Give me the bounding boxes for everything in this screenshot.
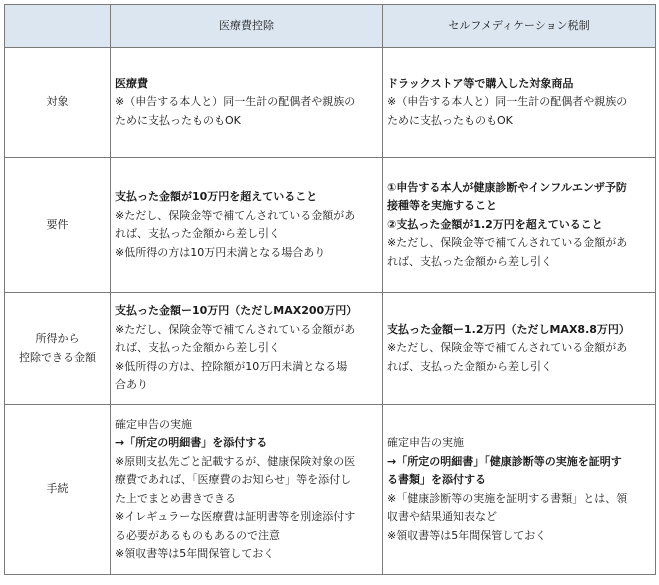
cell-line: ※低所得の方は10万円未満となる場合あり	[115, 245, 326, 259]
cell-line: 収書や結果通知表など	[387, 510, 497, 523]
cell-line: 支払った金額が10万円を超えていること	[115, 190, 318, 203]
cell-line: れば、支払った金額から差し引く	[115, 341, 280, 355]
cell-line: 確定申告の実施	[115, 417, 192, 431]
row-label-target	[5, 48, 111, 158]
cell-line: ※ただし、保険金等で補てんされている金額があ	[115, 208, 356, 222]
cell-line: ※領収書等は5年間保管しておく	[387, 528, 547, 542]
header-row	[5, 5, 656, 48]
cell-requirements-medical	[111, 158, 383, 293]
cell-line: 療費であれば、「医療費のお知らせ」等を添付し	[115, 473, 352, 486]
cell-line: ※原則支払先ごと記載するが、健康保険対象の医	[115, 454, 356, 468]
cell-line: ※（申告する本人と）同一生計の配偶者や親族の	[387, 95, 628, 109]
cell-line: ために支払ったものもOK	[115, 113, 241, 127]
row-label-procedure	[5, 405, 111, 575]
cell-line: 支払った金額ー1.2万円（ただしMAX8.8万円）	[387, 322, 630, 336]
cell-line: 確定申告の実施	[387, 436, 464, 449]
cell-line: ※領収書等は5年間保管しておく	[115, 547, 275, 560]
row-label-text: 所得から	[35, 332, 80, 345]
cell-line: ※「健康診断等の実施を証明する書類」とは、領	[387, 491, 628, 505]
cell-amount-medical	[111, 293, 383, 405]
cell-line: ※ただし、保険金等で補てんされている金額があ	[387, 341, 628, 355]
cell-line: る書類」を添付する	[387, 473, 486, 486]
cell-line: ※ただし、保険金等で補てんされている金額があ	[115, 322, 356, 336]
cell-line: ※イレギュラーな医療費は証明書等を別途添付す	[115, 510, 356, 523]
table-row-deductible-amount	[5, 293, 656, 405]
header-medical-deduction: 医療費控除	[111, 5, 383, 48]
header-self-medication-tax: セルフメディケーション税制	[383, 5, 656, 48]
table-row-procedure	[5, 405, 656, 575]
cell-target-medical	[111, 48, 383, 158]
table-row-target	[5, 48, 656, 158]
cell-procedure-medical	[111, 405, 383, 575]
cell-line: →「所定の明細書」「健康診断等の実施を証明す	[387, 454, 622, 468]
comparison-table	[4, 4, 656, 575]
cell-line: 接種等を実施すること	[387, 199, 497, 213]
cell-line: →「所定の明細書」を添付する	[115, 436, 268, 449]
cell-line: た上でまとめ書きできる	[115, 491, 236, 505]
row-label-text: 対象	[46, 95, 69, 109]
cell-line: ※（申告する本人と）同一生計の配偶者や親族の	[115, 95, 356, 109]
cell-line: る必要があるものもあるので注意	[115, 528, 280, 542]
header-corner-cell	[5, 5, 111, 48]
cell-target-selfmed	[383, 48, 656, 158]
cell-line: れば、支払った金額から差し引く	[387, 359, 552, 373]
cell-line: ために支払ったものもOK	[387, 113, 513, 127]
cell-line: れば、支払った金額から差し引く	[115, 227, 280, 240]
cell-line: ※低所得の方は、控除額が10万円未満となる場	[115, 359, 348, 373]
cell-amount-selfmed	[383, 293, 656, 405]
cell-line: 医療費	[115, 76, 148, 90]
cell-line: ①申告する本人が健康診断やインフルエンザ予防	[387, 180, 627, 194]
cell-requirements-selfmed	[383, 158, 656, 293]
cell-line: ②支払った金額が1.2万円を超えていること	[387, 217, 603, 231]
row-label-text: 控除できる金額	[19, 350, 96, 364]
cell-line: ※ただし、保険金等で補てんされている金額があ	[387, 236, 628, 250]
table-row-requirements	[5, 158, 656, 293]
row-label-deductible-amount	[5, 293, 111, 405]
cell-line: ドラックストア等で購入した対象商品	[387, 76, 574, 90]
row-label-requirements	[5, 158, 111, 293]
cell-line: れば、支払った金額から差し引く	[387, 254, 552, 268]
row-label-text: 手続	[46, 482, 69, 496]
cell-line: 合あり	[115, 378, 148, 392]
cell-line: 支払った金額ー10万円（ただしMAX200万円）	[115, 304, 358, 318]
cell-procedure-selfmed	[383, 405, 656, 575]
row-label-text: 要件	[46, 217, 69, 231]
